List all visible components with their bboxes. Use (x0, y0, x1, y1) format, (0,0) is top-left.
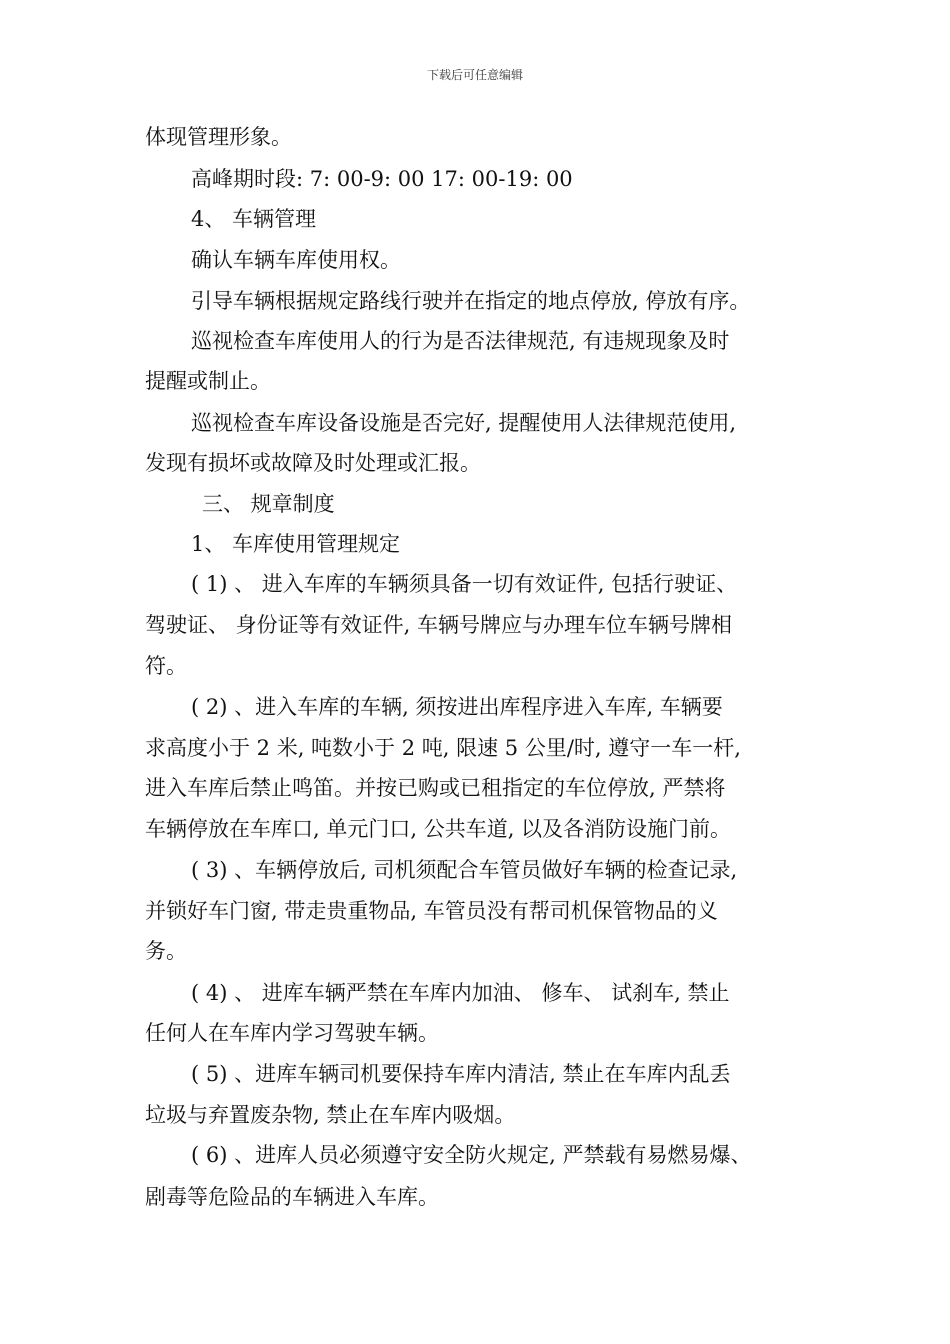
body-line: 高峰期时段: 7: 00-9: 00 17: 00-19: 00 (191, 167, 573, 191)
body-line: 垃圾与弃置废杂物, 禁止在车库内吸烟。 (145, 1103, 516, 1127)
body-line: 任何人在车库内学习驾驶车辆。 (145, 1021, 439, 1045)
body-line: ( 3) 、车辆停放后, 司机须配合车管员做好车辆的检查记录, (191, 858, 738, 882)
body-line: 剧毒等危险品的车辆进入车库。 (145, 1185, 439, 1209)
subsection-heading: 1、 车库使用管理规定 (191, 532, 401, 556)
body-line: 符。 (145, 654, 187, 678)
body-line: 驾驶证、 身份证等有效证件, 车辆号牌应与办理车位车辆号牌相 (145, 613, 733, 637)
body-line: 巡视检查车库使用人的行为是否法律规范, 有违规现象及时 (191, 329, 730, 353)
body-line: ( 4) 、 进库车辆严禁在车库内加油、 修车、 试刹车, 禁止 (191, 981, 730, 1005)
body-line: 务。 (145, 939, 187, 963)
body-line: ( 2) 、进入车库的车辆, 须按进出库程序进入车库, 车辆要 (191, 695, 723, 719)
body-line: 巡视检查车库设备设施是否完好, 提醒使用人法律规范使用, (191, 411, 737, 435)
body-line: 确认车辆车库使用权。 (191, 248, 401, 272)
page-header: 下载后可任意编辑 (426, 68, 523, 82)
body-line: 体现管理形象。 (145, 125, 292, 149)
body-line: ( 6) 、进库人员必须遵守安全防火规定, 严禁载有易燃易爆、 (191, 1143, 752, 1167)
body-line: 进入车库后禁止鸣笛。并按已购或已租指定的车位停放, 严禁将 (145, 776, 726, 800)
body-line: 引导车辆根据规定路线行驶并在指定的地点停放, 停放有序。 (191, 289, 751, 313)
body-line: 求高度小于 2 米, 吨数小于 2 吨, 限速 5 公里/时, 遵守一车一杆, (145, 736, 741, 760)
body-line: 并锁好车门窗, 带走贵重物品, 车管员没有帮司机保管物品的义 (145, 899, 718, 923)
body-line: ( 5) 、进库车辆司机要保持车库内清洁, 禁止在车库内乱丢 (191, 1062, 731, 1086)
body-line: 4、 车辆管理 (191, 207, 317, 231)
body-line: 提醒或制止。 (145, 369, 271, 393)
body-line: 车辆停放在车库口, 单元门口, 公共车道, 以及各消防设施门前。 (145, 817, 732, 841)
body-line: 发现有损坏或故障及时处理或汇报。 (145, 451, 481, 475)
body-line: ( 1) 、 进入车库的车辆须具备一切有效证件, 包括行驶证、 (191, 572, 738, 596)
section-heading: 三、 规章制度 (202, 492, 335, 516)
